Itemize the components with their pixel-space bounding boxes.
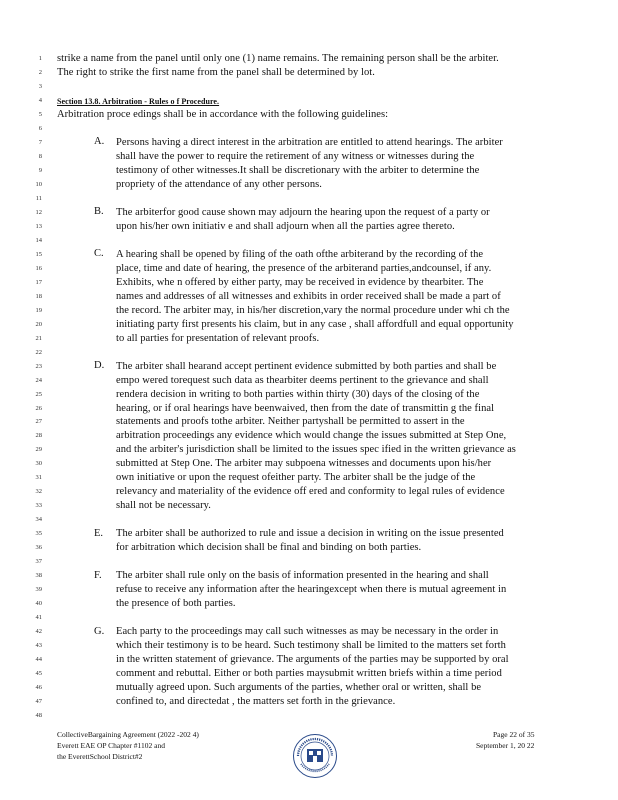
line-number: 30	[35, 460, 42, 468]
line-number: 1	[38, 55, 42, 62]
body-text-line: propriety of the attendance of any other persons.	[116, 178, 322, 190]
line-number: 17	[35, 278, 42, 286]
footer-chapter: Everett EAE OP Chapter #1102 and	[57, 741, 165, 750]
line-number: 7	[38, 138, 42, 146]
line-number: 8	[38, 152, 42, 160]
line-number: 6	[38, 124, 42, 132]
body-text-line: names and addresses of all witnesses and exhibits in order received shall be made a part of	[116, 290, 501, 302]
line-number: 38	[35, 572, 42, 580]
body-text-line: comment and rebuttal. Either or both parties maysubmit written briefs within a time period	[116, 668, 502, 680]
line-number: 32	[35, 488, 42, 496]
item-letter-f: F.	[94, 570, 102, 581]
line-number: 36	[35, 544, 42, 552]
body-text-line: Arbitration proce edings shall be in accordance with the following guidelines:	[57, 108, 389, 120]
item-letter-e: E.	[94, 528, 104, 539]
line-number: 26	[35, 404, 42, 412]
line-number: 34	[35, 516, 42, 524]
body-text-line: the record. The arbiter may, in his/her discretion,vary the normal procedure under whi ch the	[116, 304, 510, 316]
body-text-line: testimony of other witnesses.It shall be discretionary with the arbiter to determine the	[116, 164, 480, 176]
line-number: 41	[35, 614, 42, 622]
body-text-line: The arbiterfor good cause shown may adjourn the hearing upon the request of a party or	[116, 206, 490, 218]
line-number: 5	[38, 110, 42, 118]
body-text-line: for arbitration which decision shall be final and binding on both parties.	[116, 542, 422, 554]
item-letter-d: D.	[94, 360, 105, 371]
line-number: 2	[38, 68, 42, 76]
body-text-line: refuse to receive any information after the hearingexcept when there is mutual agreement in	[116, 584, 507, 596]
line-number: 42	[35, 628, 42, 636]
body-text-line: mutually agreed upon. Such arguments of the parties, whether oral or written, shall be	[116, 682, 482, 694]
line-number: 43	[35, 642, 42, 650]
body-text-line: strike a name from the panel until only one (1) name remains. The remaining person shall be the arbiter.	[57, 53, 499, 64]
body-text-line: submitted at Step One. The arbiter may subpoena witnesses and documents upon his/her	[116, 458, 492, 470]
body-text-line: to all parties for presentation of relevant proofs.	[116, 332, 320, 344]
body-text-line: relevancy and materiality of the evidence off ered and conformity to legal rules of evidence	[116, 486, 505, 498]
item-letter-g: G.	[94, 626, 105, 637]
line-number: 33	[35, 502, 42, 510]
body-text-line: which their testimony is to be heard. Such testimony shall be limited to the matters set forth	[116, 640, 506, 652]
line-number: 48	[35, 712, 42, 720]
body-text-line: rendera decision in writing to both parties within thirty (30) days of the closing of the	[116, 388, 480, 400]
body-text-line: Exhibits, whe n offered by either party, may be received in evidence by thearbiter. The	[116, 276, 484, 288]
body-text-line: place, time and date of hearing, the presence of the arbiterand parties,andcounsel, if any.	[116, 262, 492, 274]
line-number: 4	[38, 96, 42, 104]
body-text-line: hearing, or if oral hearings have beenwaived, then from the date of transmittin g the final	[116, 402, 495, 414]
line-number: 40	[35, 600, 42, 608]
line-number: 27	[35, 418, 42, 426]
footer-page-number: Page 22 of 35	[493, 730, 535, 739]
body-text-line: The right to strike the first name from the panel shall be determined by lot.	[57, 66, 375, 78]
line-number: 12	[35, 208, 42, 216]
line-number: 14	[35, 236, 42, 244]
body-text-line: Each party to the proceedings may call such witnesses as may be necessary in the order in	[116, 626, 499, 638]
line-number: 39	[35, 586, 42, 594]
body-text-line: Persons having a direct interest in the arbitration are entitled to attend hearings. The arbiter	[116, 136, 503, 148]
line-number: 23	[35, 362, 42, 370]
body-text-line: The arbiter shall hearand accept pertinent evidence submitted by both parties and shall be	[116, 360, 497, 372]
line-number: 10	[35, 180, 42, 188]
line-number: 18	[35, 292, 42, 300]
line-number: 47	[35, 698, 42, 706]
line-number: 45	[35, 670, 42, 678]
body-text-line: statements and proofs tothe arbiter. Neither partyshall be permitted to assert in the	[116, 416, 465, 428]
line-number: 9	[38, 166, 42, 174]
line-number: 22	[35, 348, 42, 356]
line-number: 19	[35, 306, 42, 314]
footer-date: September 1, 20 22	[476, 741, 535, 750]
line-number: 29	[35, 446, 42, 454]
body-text-line: arbitration proceedings any evidence which would change the issues submitted at Step One,	[116, 430, 507, 442]
line-number: 21	[35, 334, 42, 342]
line-number: 24	[35, 376, 42, 384]
body-text-line: A hearing shall be opened by filing of the oath ofthe arbiterand by the recording of the	[116, 248, 484, 260]
district-seal-logo	[292, 733, 338, 779]
line-number: 11	[35, 194, 42, 202]
body-text-line: own initiative or upon the request ofeither party. The arbiter shall be the judge of the	[116, 472, 476, 484]
body-text-line: the presence of both parties.	[116, 598, 236, 610]
line-number: 25	[35, 390, 42, 398]
body-text-line: upon his/her own initiativ e and shall adjourn when all the parties agree thereto.	[116, 220, 455, 232]
item-letter-a: A.	[94, 136, 105, 147]
line-number: 16	[35, 264, 42, 272]
body-text-line: shall not be necessary.	[116, 500, 211, 512]
line-number: 31	[35, 474, 42, 482]
line-number: 13	[35, 222, 42, 230]
line-number: 20	[35, 320, 42, 328]
body-text-line: and the arbiter's jurisdiction shall be limited to the issues spec ified in the written grievance as	[116, 444, 516, 456]
section-heading: Section 13.8. Arbitration - Rules o f Procedure.	[57, 96, 220, 106]
line-number: 15	[35, 250, 42, 258]
line-number: 28	[35, 432, 42, 440]
body-text-line: The arbiter shall rule only on the basis of information presented in the hearing and shall	[116, 570, 489, 582]
line-number: 46	[35, 684, 42, 692]
line-number: 3	[38, 82, 42, 90]
line-number: 37	[35, 558, 42, 566]
footer-agreement-title: CollectiveBargaining Agreement (2022 -202 4)	[57, 730, 199, 739]
body-text-line: empo wered torequest such data as thearbiter deems pertinent to the grievance and shall	[116, 374, 489, 386]
body-text-line: confined to, and directedat , the matters set forth in the grievance.	[116, 696, 396, 708]
body-text-line: initiating party first presents his claim, but in any case , shall affordfull and equal opportunity	[116, 318, 514, 330]
footer-district: the EverettSchool District#2	[57, 752, 143, 761]
item-letter-c: C.	[94, 248, 104, 259]
line-number: 35	[35, 530, 42, 538]
line-number: 44	[35, 656, 42, 664]
body-text-line: shall have the power to require the retirement of any witness or witnesses during the	[116, 150, 475, 162]
body-text-line: The arbiter shall be authorized to rule and issue a decision in writing on the issue presented	[116, 528, 504, 540]
body-text-line: in the written statement of grievance. The arguments of the parties may be supported by oral	[116, 654, 509, 666]
item-letter-b: B.	[94, 206, 104, 217]
